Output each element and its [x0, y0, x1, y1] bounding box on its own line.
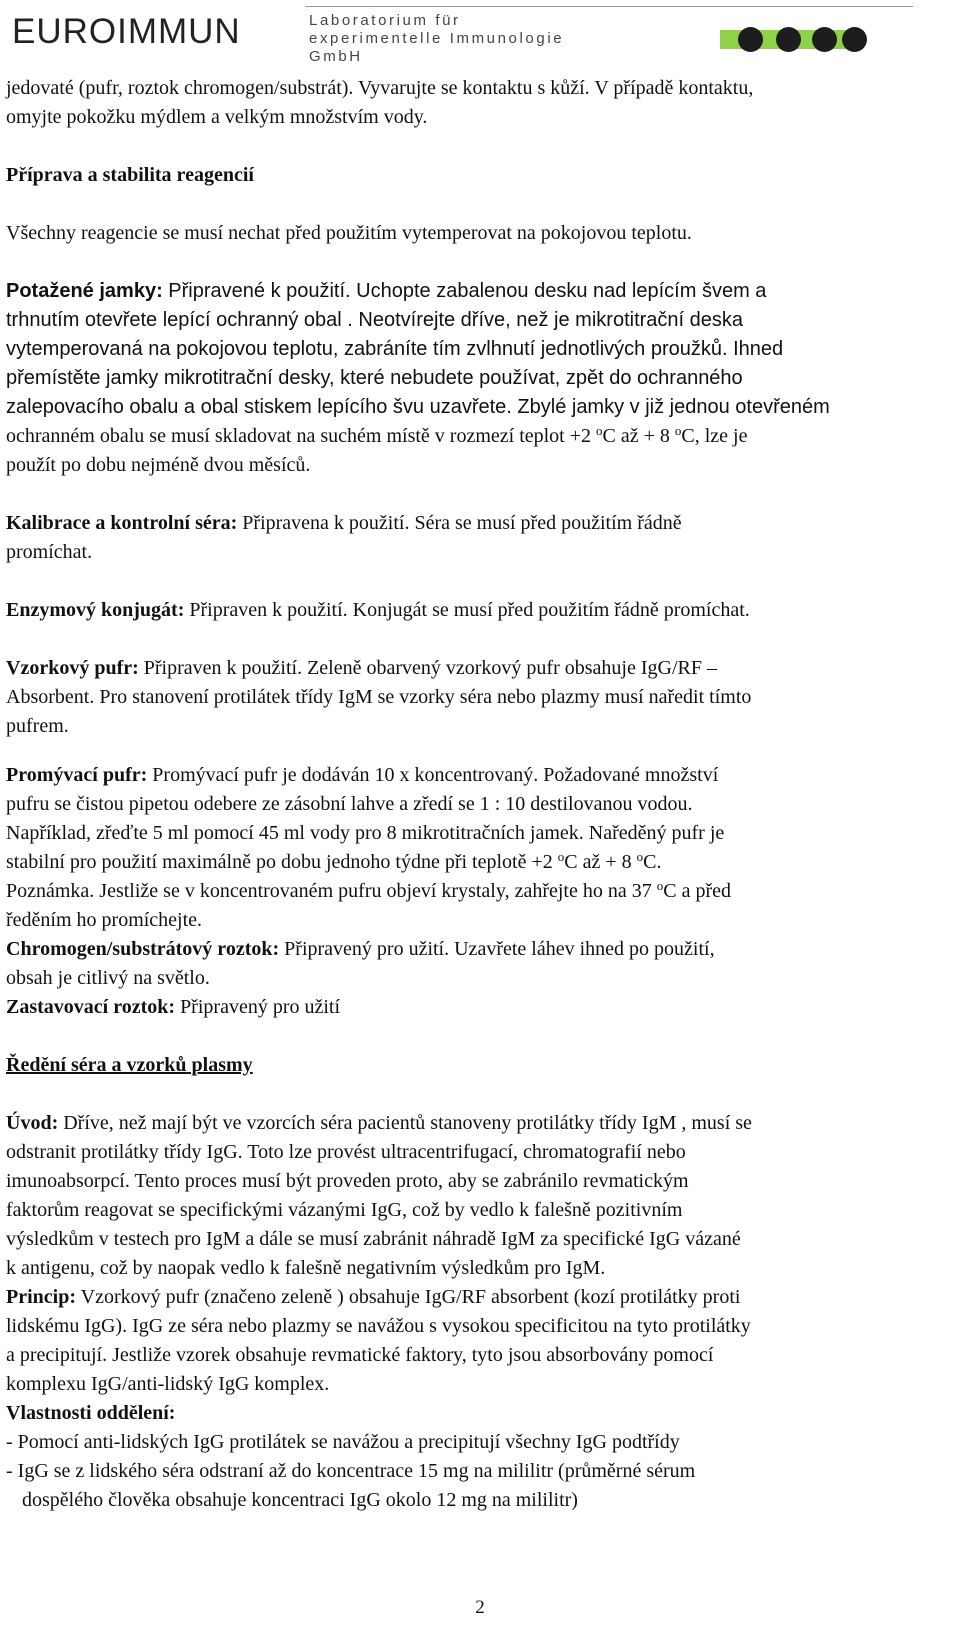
text-line: přemístěte jamky mikrotitrační desky, které nebudete používat, zpět do ochranného [6, 367, 743, 389]
paragraph-vzorkovy-line: Vzorkový pufr: Připraven k použití. Zeleně obarvený vzorkový pufr obsahuje IgG/RF – [6, 657, 717, 679]
text-line: použít po dobu nejméně dvou měsíců. [6, 454, 311, 476]
paragraph-kalibrace-line: Kalibrace a kontrolní séra: Připravena k použití. Séra se musí před použitím řádně [6, 512, 682, 534]
text-line: Poznámka. Jestliže se v koncentrovaném pufru objeví krystaly, zahřejte ho na 37 $^o$C a před [6, 878, 731, 902]
text-line: zalepovacího obalu a obal stiskem lepícího švu uzavřete. Zbylé jamky v již jednou otevřeném [6, 396, 830, 418]
text-line: k antigenu, což by naopak vedlo k falešně negativním výsledkům pro IgM. [6, 1257, 606, 1279]
text-line: lidskému IgG). IgG ze séra nebo plazmy se navážou s vysokou specificitou na tyto protilátky [6, 1315, 751, 1337]
green-dots-logo-icon [720, 30, 860, 49]
label-kalibrace: Kalibrace a kontrolní séra: [6, 512, 238, 534]
page-header [0, 0, 960, 70]
dot-icon [738, 27, 763, 52]
text-line: omyjte pokožku mýdlem a velkým množstvím vody. [6, 106, 428, 128]
label-princip: Princip: [6, 1286, 76, 1308]
label-vlastnosti: Vlastnosti oddělení: [6, 1402, 176, 1424]
text-line: faktorům reagovat se specifickými vázanými IgG, což by vedlo k falešně pozitivním [6, 1199, 683, 1221]
section-heading-priprava: Příprava a stabilita reagencií [6, 164, 254, 186]
lab-name-line-1: Laboratorium für [309, 12, 461, 29]
label-vzorkovy-pufr: Vzorkový pufr: [6, 657, 139, 679]
dot-icon [812, 27, 837, 52]
label-jamky: Potažené jamky: [6, 280, 163, 302]
paragraph-princip-line: Princip: Vzorkový pufr (značeno zeleně ) obsahuje IgG/RF absorbent (kozí protilátky proti [6, 1286, 741, 1308]
label-uvod: Úvod: [6, 1112, 59, 1134]
text-line: a precipitují. Jestliže vzorek obsahuje revmatické faktory, tyto jsou absorbovány pomocí [6, 1344, 714, 1366]
lab-name [309, 12, 639, 66]
lab-name-line-2: experimentelle Immunologie [309, 30, 565, 47]
section-heading-redeni: Ředění séra a vzorků plasmy [6, 1054, 253, 1076]
text-line: jedovaté (pufr, roztok chromogen/substrát). Vyvarujte se kontaktu s kůží. V případě kontaktu, [6, 77, 754, 99]
text-line: Absorbent. Pro stanovení protilátek třídy IgM se vzorky séra nebo plazmy musí naředit tímto [6, 686, 752, 708]
text-line: komplexu IgG/anti-lidský IgG komplex. [6, 1373, 330, 1395]
label-zastavovaci: Zastavovací roztok: [6, 996, 176, 1018]
text-line: pufru se čistou pipetou odebere ze zásobní lahve a zředí se 1 : 10 destilovanou vodou. [6, 793, 693, 815]
paragraph-jamky-line: Potažené jamky: Připravené k použití. Uchopte zabalenou desku nad lepícím švem a [6, 280, 767, 302]
text-line: ředěním ho promíchejte. [6, 909, 203, 931]
list-item-continuation: dospělého člověka obsahuje koncentraci IgG okolo 12 mg na mililitr) [22, 1489, 578, 1511]
paragraph-promyvaci-line: Promývací pufr: Promývací pufr je dodáván 10 x koncentrovaný. Požadované množství [6, 764, 719, 786]
lab-name-line-3: GmbH [309, 48, 363, 65]
text-line: výsledkům v testech pro IgM a dále se musí zabránit náhradě IgM za specifické IgG vázané [6, 1228, 741, 1250]
text-line: imunoabsorpcí. Tento proces musí být proveden proto, aby se zabránilo revmatickým [6, 1170, 689, 1192]
page-number: 2 [475, 1597, 485, 1618]
dot-icon [842, 27, 867, 52]
list-item: - Pomocí anti-lidských IgG protilátek se navážou a precipitují všechny IgG podtřídy [6, 1431, 680, 1453]
paragraph-konjugat-line: Enzymový konjugát: Připraven k použití. Konjugát se musí před použitím řádně promíchat. [6, 599, 750, 621]
document-body [6, 74, 956, 1515]
text-line: stabilní pro použití maximálně po dobu jednoho týdne při teplotě +2 $^o$C až + 8 $^o$C. [6, 849, 662, 873]
text-line: vytemperovaná na pokojovou teplotu, zabráníte tím zvlhnutí jednotlivých proužků. Ihned [6, 338, 784, 360]
text-line: pufrem. [6, 715, 69, 737]
euroimmun-logo: EUROIMMUN [12, 12, 241, 51]
text-line: obsah je citlivý na světlo. [6, 967, 210, 989]
text-line: odstranit protilátky třídy IgG. Toto lze provést ultracentrifugací, chromatografií nebo [6, 1141, 686, 1163]
text-line: Všechny reagencie se musí nechat před použitím vytemperovat na pokojovou teplotu. [6, 222, 692, 244]
label-chromogen: Chromogen/substrátový roztok: [6, 938, 280, 960]
paragraph-zastavovaci-line: Zastavovací roztok: Připravený pro užití [6, 996, 341, 1018]
paragraph-uvod-line: Úvod: Dříve, než mají být ve vzorcích séra pacientů stanoveny protilátky třídy IgM , musí se [6, 1112, 752, 1134]
text-line: promíchat. [6, 541, 93, 563]
text-line: Například, zřeďte 5 ml pomocí 45 ml vody pro 8 mikrotitračních jamek. Naředěný pufr je [6, 822, 725, 844]
dot-icon [776, 27, 801, 52]
text-line: trhnutím otevřete lepící ochranný obal . Neotvírejte dříve, než je mikrotitrační deska [6, 309, 744, 331]
label-promyvaci-pufr: Promývací pufr: [6, 764, 148, 786]
label-konjugat: Enzymový konjugát: [6, 599, 185, 621]
header-rule [305, 6, 913, 7]
text-line: ochranném obalu se musí skladovat na suchém místě v rozmezí teplot +2 $^o$C až + 8 $^o$C, lze je [6, 423, 748, 447]
paragraph-chromogen-line: Chromogen/substrátový roztok: Připravený pro užití. Uzavřete láhev ihned po použití, [6, 938, 715, 960]
list-item: - IgG se z lidského séra odstraní až do koncentrace 15 mg na mililitr (průměrné sérum [6, 1460, 696, 1482]
